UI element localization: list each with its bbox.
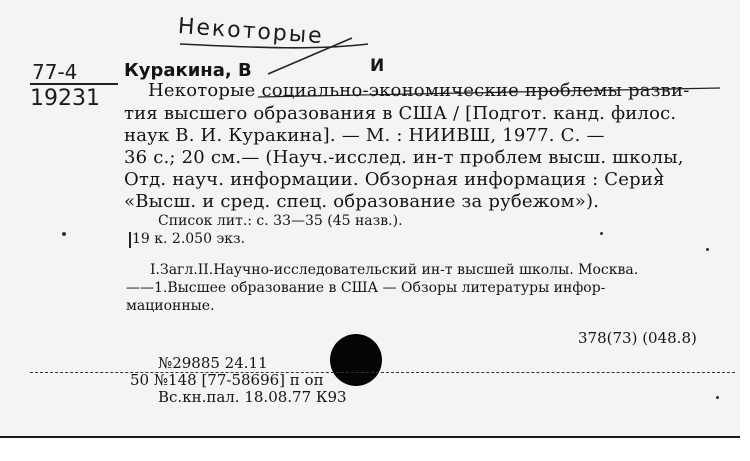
ink-speck <box>62 232 66 236</box>
tracing-line: I.Загл.II.Научно-исследовательский ин-т высшей школы. Москва. <box>150 262 639 278</box>
tracing-line: мационные. <box>126 298 215 314</box>
tracing-line: ——1.Высшее образование в США — Обзоры литературы инфор- <box>126 280 606 296</box>
call-number-bottom: 19231 <box>30 86 100 111</box>
price-note: 19 к. 2.050 экз. <box>132 231 246 247</box>
footer-order-line: 50 №148 [77-58696] п оп <box>130 371 324 389</box>
entry-line: «Высш. и сред. спец. образование за рубежом»). <box>124 191 600 212</box>
entry-line: наук В. И. Куракина]. — М. : НИИВШ, 1977. С. — <box>124 125 605 146</box>
bibliography-note: Список лит.: с. 33—35 (45 назв.). <box>158 213 403 229</box>
entry-line: 36 с.; 20 см.— (Науч.-исслед. ин-т проблем высш. школы, <box>124 147 684 168</box>
call-number-top: 77-4 <box>32 60 78 84</box>
entry-line: Отд. науч. информации. Обзорная информация : Серия <box>124 169 665 190</box>
handwritten-title: Некоторые <box>177 14 325 50</box>
footer-record-number: №29885 24.11 <box>158 354 268 372</box>
ink-blot <box>330 334 382 386</box>
call-number-divider <box>30 83 118 85</box>
footer-chamber-line: Вс.кн.пал. 18.08.77 К93 <box>158 388 347 406</box>
author-heading: Куракина, В <box>124 60 252 81</box>
ink-speck <box>600 232 603 235</box>
ink-speck <box>706 248 709 251</box>
classification-number: 378(73) (048.8) <box>578 329 697 347</box>
entry-line: Некоторые социально-экономические проблемы разви- <box>148 80 690 101</box>
entry-line: тия высшего образования в США / [Подгот. канд. филос. <box>124 103 677 124</box>
ink-speck <box>716 396 719 399</box>
author-initial: И <box>370 56 385 76</box>
